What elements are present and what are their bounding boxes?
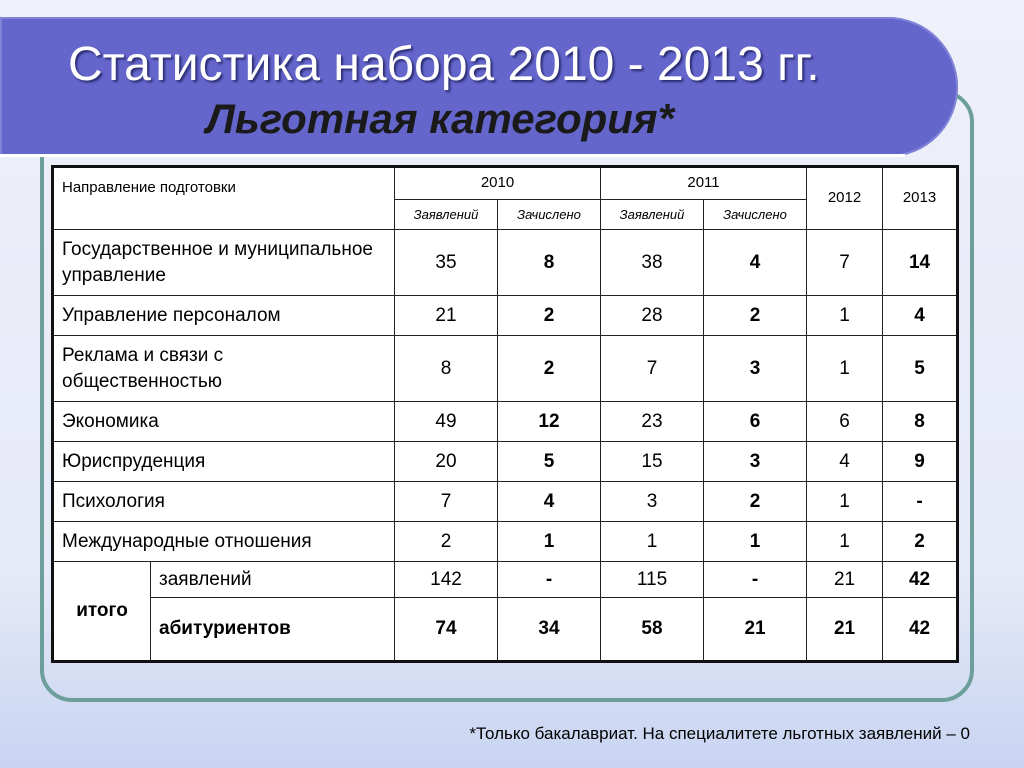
row-name: Реклама и связи с общественностью	[53, 336, 395, 402]
cell-applications-2011: 7	[601, 336, 704, 402]
header-2012: 2012	[807, 167, 883, 230]
table-row	[53, 230, 958, 296]
cell-applications-2010: 2	[395, 522, 498, 562]
cell-2013: 8	[883, 402, 958, 442]
total-2012: 21	[807, 562, 883, 598]
cell-applications-2011: 28	[601, 296, 704, 336]
cell-applications-2011: 38	[601, 230, 704, 296]
cell-enrolled-2010: 1	[498, 522, 601, 562]
cell-2012: 1	[807, 522, 883, 562]
table-row	[53, 522, 958, 562]
header-enrolled-2010: Зачислено	[498, 200, 601, 230]
cell-enrolled-2010: 12	[498, 402, 601, 442]
table-row	[53, 482, 958, 522]
cell-enrolled-2011: 3	[704, 336, 807, 402]
title-bar	[0, 17, 958, 157]
header-applications-2011: Заявлений	[601, 200, 704, 230]
row-name: Государственное и муниципальное управление	[53, 230, 395, 296]
table-row	[53, 442, 958, 482]
cell-enrolled-2011: 6	[704, 402, 807, 442]
header-applications-2010: Заявлений	[395, 200, 498, 230]
cell-enrolled-2010: 5	[498, 442, 601, 482]
cell-applications-2010: 49	[395, 402, 498, 442]
cell-applications-2010: 21	[395, 296, 498, 336]
applicants-2012: 21	[807, 598, 883, 662]
header-2011: 2011	[601, 167, 807, 200]
cell-enrolled-2010: 2	[498, 336, 601, 402]
cell-enrolled-2011: 3	[704, 442, 807, 482]
cell-2012: 4	[807, 442, 883, 482]
cell-applications-2010: 7	[395, 482, 498, 522]
cell-applications-2011: 15	[601, 442, 704, 482]
total-label: итого	[53, 562, 151, 662]
cell-2013: 4	[883, 296, 958, 336]
header-2010: 2010	[395, 167, 601, 200]
applicants-enrolled-2011: 21	[704, 598, 807, 662]
total-applications-label: заявлений	[151, 562, 395, 598]
cell-2012: 1	[807, 482, 883, 522]
row-name: Экономика	[53, 402, 395, 442]
cell-2012: 1	[807, 336, 883, 402]
cell-2012: 6	[807, 402, 883, 442]
cell-enrolled-2010: 2	[498, 296, 601, 336]
row-name: Психология	[53, 482, 395, 522]
cell-enrolled-2010: 4	[498, 482, 601, 522]
applicants-2011: 58	[601, 598, 704, 662]
total-enrolled-2010: -	[498, 562, 601, 598]
header-row-years	[53, 167, 958, 200]
total-applicants-label: абитуриентов	[151, 598, 395, 662]
cell-enrolled-2011: 2	[704, 482, 807, 522]
applicants-enrolled-2010: 34	[498, 598, 601, 662]
table-row	[53, 336, 958, 402]
cell-enrolled-2011: 4	[704, 230, 807, 296]
header-enrolled-2011: Зачислено	[704, 200, 807, 230]
row-name: Международные отношения	[53, 522, 395, 562]
cell-applications-2011: 3	[601, 482, 704, 522]
total-row-applicants	[53, 598, 958, 662]
footnote: *Только бакалавриат. На специалитете льготных заявлений – 0	[469, 724, 970, 743]
table-row	[53, 296, 958, 336]
applicants-2013: 42	[883, 598, 958, 662]
total-applications-2011: 115	[601, 562, 704, 598]
stats-table-wrap	[51, 165, 956, 660]
slide-title: Статистика набора 2010 - 2013 гг.	[68, 38, 820, 91]
total-applications-2010: 142	[395, 562, 498, 598]
cell-2012: 1	[807, 296, 883, 336]
table-row	[53, 402, 958, 442]
cell-applications-2011: 23	[601, 402, 704, 442]
row-name: Управление персоналом	[53, 296, 395, 336]
cell-applications-2010: 8	[395, 336, 498, 402]
cell-2012: 7	[807, 230, 883, 296]
header-direction: Направление подготовки	[53, 167, 395, 230]
slide-subtitle: Льготная категория*	[206, 95, 675, 142]
applicants-2010: 74	[395, 598, 498, 662]
row-name: Юриспруденция	[53, 442, 395, 482]
cell-2013: 5	[883, 336, 958, 402]
cell-2013: 14	[883, 230, 958, 296]
cell-2013: -	[883, 482, 958, 522]
cell-applications-2010: 20	[395, 442, 498, 482]
cell-applications-2010: 35	[395, 230, 498, 296]
title-underline	[0, 154, 905, 157]
cell-applications-2011: 1	[601, 522, 704, 562]
stats-table	[51, 165, 959, 663]
cell-enrolled-2011: 2	[704, 296, 807, 336]
cell-enrolled-2011: 1	[704, 522, 807, 562]
total-2013: 42	[883, 562, 958, 598]
header-2013: 2013	[883, 167, 958, 230]
total-row-applications	[53, 562, 958, 598]
cell-enrolled-2010: 8	[498, 230, 601, 296]
cell-2013: 9	[883, 442, 958, 482]
total-enrolled-2011: -	[704, 562, 807, 598]
cell-2013: 2	[883, 522, 958, 562]
